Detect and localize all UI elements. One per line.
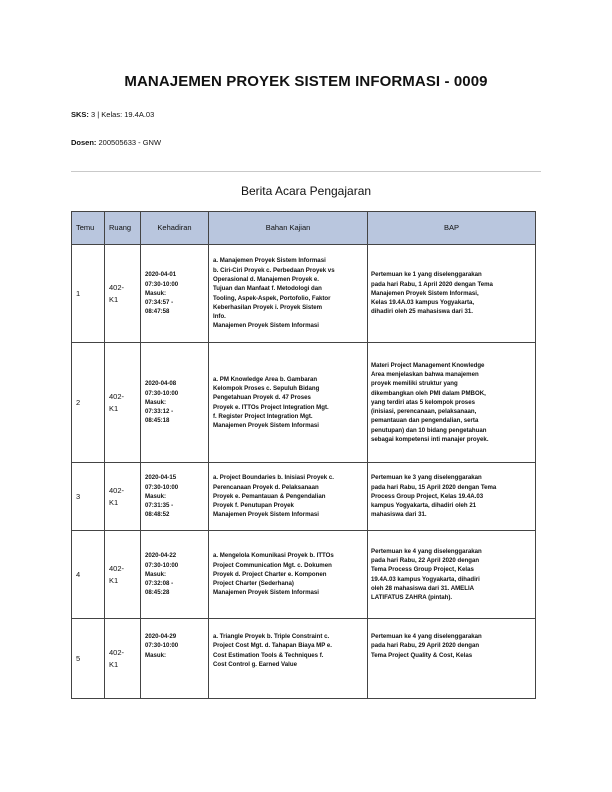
ruang-line: 402- (109, 563, 125, 573)
kehadiran-line: Masuk: (145, 289, 166, 297)
bap-line: sebagai kompetensi inti manajer proyek. (371, 436, 489, 444)
bap-line: Area menjelaskan bahwa manajemen (371, 370, 479, 378)
ruang-line: K1 (109, 294, 119, 304)
header-ruang: Ruang (105, 212, 141, 245)
cell-ruang (105, 463, 141, 531)
bap-line: pada hari Rabu, 1 April 2020 dengan Tema (371, 280, 493, 288)
cell-temu: 1 (72, 245, 105, 343)
cell-kehadiran (141, 463, 209, 531)
bap-line: Process Group Project, Kelas 19.4A.03 (371, 492, 484, 500)
bahan-line: Tooling, Aspek-Aspek, Portofolio, Faktor (213, 294, 331, 302)
kehadiran-line: 2020-04-08 (145, 380, 177, 388)
cell-temu: 3 (72, 463, 105, 531)
bahan-line: Manajemen Proyek Sistem Informasi (213, 589, 320, 597)
cell-bap (368, 245, 536, 343)
bahan-line: b. Ciri-Ciri Proyek c. Perbedaan Proyek vs (213, 266, 335, 274)
cell-bahan-kajian (209, 619, 368, 699)
kehadiran-line: 2020-04-22 (145, 552, 177, 560)
ruang-line: 402- (109, 647, 125, 657)
cell-bahan-kajian (209, 531, 368, 619)
kehadiran-line: Masuk: (145, 398, 166, 406)
bahan-line: Tujuan dan Manfaat f. Metodologi dan (213, 285, 322, 293)
teaching-record-table (71, 211, 536, 699)
bahan-line: Manajemen Proyek Sistem Informasi (213, 511, 320, 519)
dosen-label: Dosen: (71, 138, 97, 147)
bahan-line: Perencanaan Proyek d. Pelaksanaan (213, 483, 319, 491)
cell-temu: 4 (72, 531, 105, 619)
bahan-line: Project Charter (Sederhana) (213, 580, 294, 588)
bap-line: Pertemuan ke 4 yang diselenggarakan (371, 633, 482, 640)
bahan-line: Operasional d. Manajemen Proyek e. (213, 275, 320, 283)
kehadiran-line: 07:30-10:00 (145, 280, 179, 288)
cell-bahan-kajian (209, 245, 368, 343)
bahan-line: a. Triangle Proyek b. Triple Constraint c. (213, 633, 330, 640)
bahan-line: Keberhasilan Proyek i. Proyek Sistem (213, 303, 323, 311)
cell-ruang (105, 343, 141, 463)
ruang-line: 402- (109, 485, 125, 495)
cell-temu: 2 (72, 343, 105, 463)
bap-line: Pertemuan ke 1 yang diselenggarakan (371, 271, 482, 279)
bap-line: Manajemen Proyek Sistem Informasi, (371, 289, 479, 297)
bap-line: proyek memiliki struktur yang (371, 380, 458, 388)
cell-kehadiran (141, 619, 209, 699)
bahan-line: Info. (213, 313, 226, 321)
bap-line: mahasiswa dari 31. (371, 511, 427, 519)
cell-ruang (105, 245, 141, 343)
cell-bap (368, 463, 536, 531)
bahan-line: Manajemen Proyek Sistem Informasi (213, 322, 320, 330)
ruang-line: K1 (109, 497, 119, 507)
bap-line: LATIFATUS ZAHRA (pintah). (371, 594, 453, 602)
divider (71, 171, 541, 172)
kehadiran-line: 07:30-10:00 (145, 561, 179, 569)
table-row (72, 531, 536, 619)
kehadiran-line: 07:33:12 - (145, 408, 174, 416)
sks-label: SKS: (71, 110, 89, 119)
table-row (72, 463, 536, 531)
kehadiran-line: 2020-04-15 (145, 474, 177, 482)
bap-line: Pertemuan ke 4 yang diselenggarakan (371, 547, 482, 555)
kehadiran-line: 08:45:18 (145, 417, 170, 425)
bahan-line: Kelompok Proses c. Sepuluh Bidang (213, 384, 320, 392)
kehadiran-line: 2020-04-01 (145, 271, 177, 279)
cell-bap (368, 531, 536, 619)
kehadiran-line: 08:47:58 (145, 308, 170, 316)
cell-kehadiran (141, 531, 209, 619)
header-bahan-kajian: Bahan Kajian (209, 212, 368, 245)
bahan-line: Cost Estimation Tools & Techniques f. (213, 651, 324, 659)
bap-line: pada hari Rabu, 29 April 2020 dengan (371, 642, 480, 650)
sks-info (71, 110, 154, 119)
bap-line: penutupan) dan 10 bidang pengetahuan (371, 426, 487, 434)
bap-line: yang terdiri atas 5 kelompok proses (371, 398, 475, 406)
bap-line: Tema Project Quality & Cost, Kelas (371, 651, 473, 659)
bahan-line: Project Cost Mgt. d. Tahapan Biaya MP e. (213, 642, 332, 650)
bahan-line: Proyek d. Project Charter e. Komponen (213, 570, 327, 578)
ruang-line: K1 (109, 659, 119, 669)
bap-line: dikembangkan oleh PMI dalam PMBOK, (371, 389, 486, 397)
cell-bap (368, 619, 536, 699)
bap-line: Kelas 19.4A.03 kampus Yogyakarta, (371, 299, 475, 307)
bahan-line: Manajemen Proyek Sistem Informasi (213, 422, 320, 430)
bap-line: pada hari Rabu, 15 April 2020 dengan Tema (371, 483, 497, 491)
table-row (72, 619, 536, 699)
bap-line: oleh 28 mahasiswa dari 31. AMELIA (371, 584, 475, 592)
page-title: MANAJEMEN PROYEK SISTEM INFORMASI - 0009 (124, 73, 488, 90)
dosen-info (71, 138, 161, 147)
table-header-row (72, 212, 536, 245)
bahan-line: a. Manajemen Proyek Sistem Informasi (213, 257, 326, 265)
kehadiran-line: 07:30-10:00 (145, 483, 179, 491)
bahan-line: Proyek f. Penutupan Proyek (213, 502, 294, 510)
bap-line: pada hari Rabu, 22 April 2020 dengan (371, 556, 480, 564)
bap-line: kampus Yogyakarta, dihadiri oleh 21 (371, 502, 477, 510)
kehadiran-line: 07:31:35 - (145, 502, 174, 510)
table-row (72, 343, 536, 463)
sks-value: 3 | Kelas: 19.4A.03 (91, 110, 155, 119)
ruang-line: 402- (109, 391, 125, 401)
kehadiran-line: Masuk: (145, 492, 166, 500)
ruang-line: 402- (109, 282, 125, 292)
header-bap: BAP (368, 212, 536, 245)
bap-line: (inisiasi, perencanaan, pelaksanaan, (371, 408, 477, 416)
bahan-line: a. Project Boundaries b. Inisiasi Proyek c. (213, 474, 334, 482)
bap-line: Materi Project Management Knowledge (371, 361, 485, 369)
cell-kehadiran (141, 343, 209, 463)
kehadiran-line: 07:30-10:00 (145, 642, 179, 650)
bap-line: dihadiri oleh 25 mahasiswa dari 31. (371, 308, 473, 316)
ruang-line: K1 (109, 403, 119, 413)
kehadiran-line: Masuk: (145, 570, 166, 578)
header-temu: Temu (72, 212, 105, 245)
bahan-line: Cost Control g. Earned Value (213, 660, 297, 668)
bahan-line: Pengetahuan Proyek d. 47 Proses (213, 394, 311, 402)
kehadiran-line: 08:48:52 (145, 511, 170, 519)
table-row (72, 245, 536, 343)
bahan-line: a. Mengelola Komunikasi Proyek b. ITTOs (213, 552, 334, 560)
bahan-line: Project Communication Mgt. c. Dokumen (213, 561, 332, 569)
bap-line: pemantauan dan pengendalian, serta (371, 417, 479, 425)
cell-bap (368, 343, 536, 463)
dosen-value: 200505633 - GNW (98, 138, 162, 147)
kehadiran-line: 07:32:08 - (145, 580, 174, 588)
kehadiran-line: Masuk: (145, 651, 166, 659)
bahan-line: a. PM Knowledge Area b. Gambaran (213, 375, 318, 383)
bap-line: Tema Process Group Project, Kelas (371, 566, 474, 574)
bap-line: Pertemuan ke 3 yang diselenggarakan (371, 474, 482, 482)
bahan-line: Proyek e. Pemantauan & Pengendalian (213, 492, 326, 500)
cell-kehadiran (141, 245, 209, 343)
cell-ruang (105, 531, 141, 619)
bap-line: 19.4A.03 kampus Yogyakarta, dihadiri (371, 575, 480, 583)
kehadiran-line: 07:30-10:00 (145, 389, 179, 397)
kehadiran-line: 2020-04-29 (145, 633, 177, 640)
cell-temu: 5 (72, 619, 105, 699)
header-kehadiran: Kehadiran (141, 212, 209, 245)
cell-ruang (105, 619, 141, 699)
cell-bahan-kajian (209, 343, 368, 463)
kehadiran-line: 08:45:28 (145, 589, 170, 597)
bahan-line: Proyek e. ITTOs Project Integration Mgt. (213, 403, 329, 411)
bahan-line: f. Register Project Integration Mgt. (213, 412, 313, 420)
section-subtitle: Berita Acara Pengajaran (240, 184, 372, 198)
cell-bahan-kajian (209, 463, 368, 531)
ruang-line: K1 (109, 575, 119, 585)
kehadiran-line: 07:34:57 - (145, 299, 174, 307)
